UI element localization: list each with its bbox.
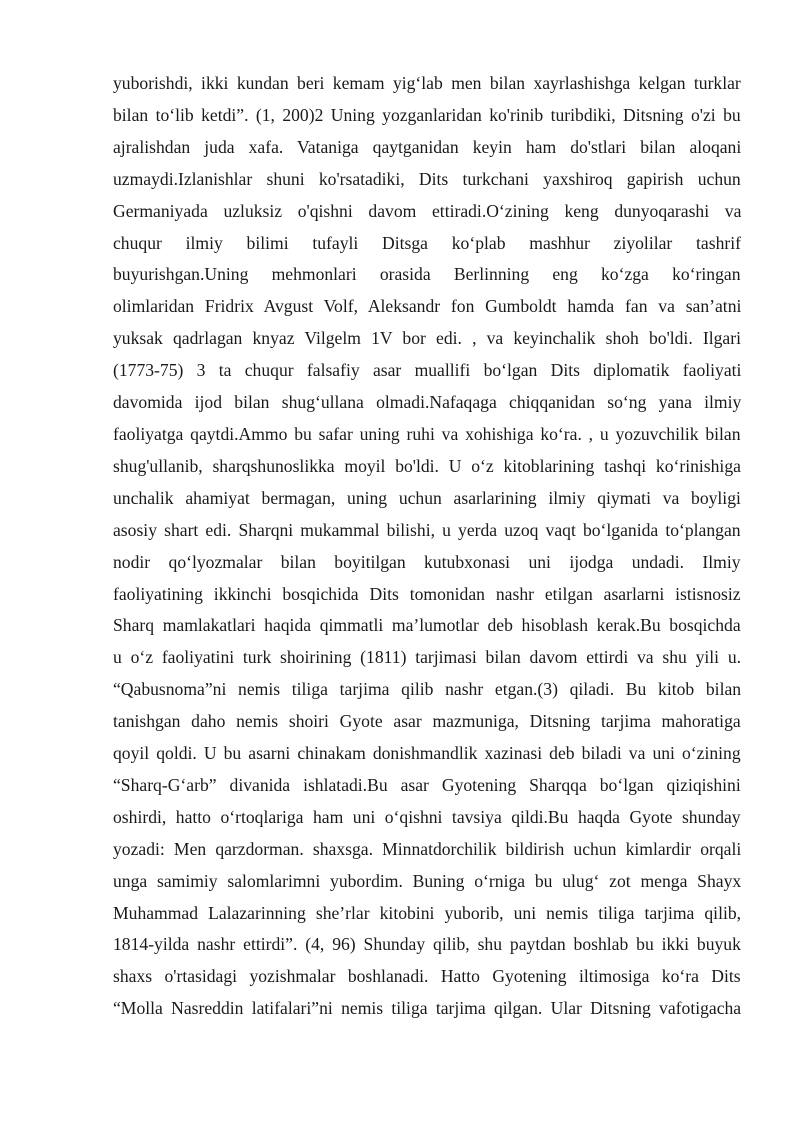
text-line: faoliyatga qaytdi.Ammo bu safar uning ruhi va xohishiga ko‘ra. , u yozuvchilik bilan [113, 423, 741, 444]
text-line: Muhammad Lalazarinning she’rlar kitobini yuborib, uni nemis tiliga tarjima qilib, [113, 902, 742, 923]
text-line: olimlaridan Fridrix Avgust Volf, Aleksandr fon Gumboldt hamda fan va san’atni [113, 296, 742, 317]
text-line: “Sharq-G‘arb” divanida ishlatadi.Bu asar Gyotening Sharqqa bo‘lgan qiziqishini [113, 774, 741, 795]
text-line: shug'ullanib, sharqshunoslikka moyil bo'ldi. U o‘z kitoblarining tashqi ko‘rinishiga [113, 455, 741, 476]
text-line: faoliyatining ikkinchi bosqichida Dits tomonidan nashr etilgan asarlarni istisnosiz [113, 583, 741, 604]
text-line: yozadi: Men qarzdorman. shaxsga. Minnatdorchilik bildirish uchun kimlardir orqali [113, 838, 742, 859]
text-line: uzmaydi.Izlanishlar shuni ko'rsatadiki, Dits turkchani yaxshiroq gapirish uchun [113, 168, 741, 189]
text-line: buyurishgan.Uning mehmonlari orasida Berlinning eng ko‘zga ko‘ringan [113, 264, 741, 285]
text-line: Germaniyada uzluksiz o'qishni davom ettiradi.O‘zining keng dunyoqarashi va [113, 200, 742, 221]
document-body [113, 68, 741, 1025]
text-line: yuborishdi, ikki kundan beri kemam yig‘lab men bilan xayrlashishga kelgan turklar [113, 73, 741, 93]
text-line: asosiy shart edi. Sharqni mukammal bilishi, u yerda uzoq vaqt bo‘lganida to‘plangan [113, 519, 741, 540]
text-line: oshirdi, hatto o‘rtoqlariga ham uni o‘qishni tavsiya qildi.Bu haqda Gyote shunday [113, 806, 741, 827]
text-line: “Qabusnoma”ni nemis tiliga tarjima qilib nashr etgan.(3) qiladi. Bu kitob bilan [113, 679, 742, 700]
text-line: unchalik ahamiyat bermagan, uning uchun asarlarining ilmiy qiymati va boyligi [113, 487, 741, 508]
text-line: tanishgan daho nemis shoiri Gyote asar mazmuniga, Ditsning tarjima mahoratiga [113, 711, 741, 732]
text-line: u o‘z faoliyatini turk shoirining (1811) tarjimasi bilan davom ettirdi va shu yili u. [113, 647, 742, 668]
text-line: shaxs o'rtasidagi yozishmalar boshlanadi. Hatto Gyotening iltimosiga ko‘ra Dits [113, 966, 741, 987]
text-line: yuksak qadrlagan knyaz Vilgelm 1V bor edi. , va keyinchalik shoh bo'ldi. Ilgari [113, 328, 741, 349]
text-line: “Molla Nasreddin latifalari”ni nemis tiliga tarjima qilgan. Ular Ditsning vafotigacha [113, 998, 742, 1019]
text-line: unga samimiy salomlarimni yubordim. Buning o‘rniga bu ulug‘ zot menga Shayx [113, 870, 742, 891]
text-line: Sharq mamlakatlari haqida qimmatli ma’lumotlar deb hisoblash kerak.Bu bosqichda [113, 615, 741, 636]
text-line: davomida ijod bilan shug‘ullana olmadi.Nafaqaga chiqqanidan so‘ng yana ilmiy [113, 392, 742, 413]
text-line: chuqur ilmiy bilimi tufayli Ditsga ko‘plab mashhur ziyolilar tashrif [113, 232, 741, 253]
text-line: bilan to‘lib ketdi”. (1, 200)2 Uning yozganlaridan ko'rinib turibdiki, Ditsning o'zi bu [113, 104, 741, 125]
text-line: qoyil qoldi. U bu asarni chinakam donishmandlik xazinasi deb biladi va uni o‘zining [113, 743, 741, 764]
text-line: nodir qo‘lyozmalar bilan boyitilgan kutubxonasi uni ijodga undadi. Ilmiy [113, 551, 741, 572]
text-line: 1814-yilda nashr ettirdi”. (4, 96) Shunday qilib, shu paytdan boshlab bu ikki buyuk [113, 934, 741, 955]
text-line: ajralishdan juda xafa. Vataniga qaytganidan keyin ham do'stlari bilan aloqani [113, 136, 742, 157]
text-line: (1773-75) 3 ta chuqur falsafiy asar muallifi bo‘lgan Dits diplomatik faoliyati [113, 360, 742, 381]
